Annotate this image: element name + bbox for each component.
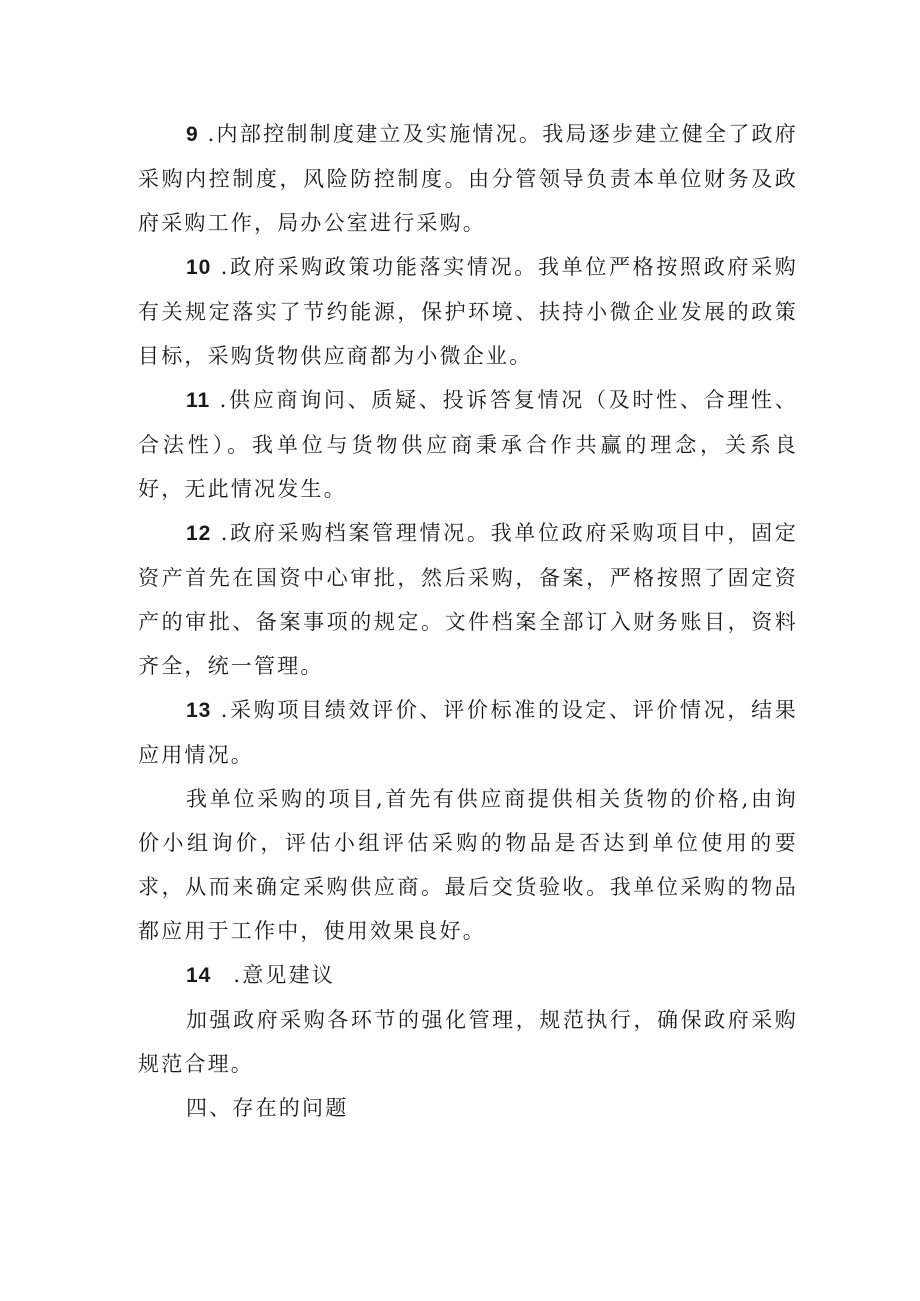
paragraph-text: 四、存在的问题 <box>186 1096 349 1120</box>
paragraph-text: .意见建议 <box>233 963 336 987</box>
paragraph-item-14 <box>138 953 798 998</box>
paragraph-text: .政府采购政策功能落实情况。我单位严格按照政府采购有关规定落实了节约能源，保护环境、扶持小微企业发展的政策目标，采购货物供应商都为小微企业。 <box>138 255 798 368</box>
paragraph-item-12 <box>138 511 798 688</box>
paragraph-item-13 <box>138 688 798 777</box>
paragraph-text: .采购项目绩效评价、评价标准的设定、评价情况，结果应用情况。 <box>138 698 798 767</box>
paragraph-text: 加强政府采购各环节的强化管理，规范执行，确保政府采购规范合理。 <box>138 1008 798 1076</box>
paragraph-text: .供应商询问、质疑、投诉答复情况（及时性、合理性、合法性）。我单位与货物供应商秉承合作共赢的理念，关系良好，无此情况发生。 <box>138 388 798 501</box>
item-number: 14 <box>186 964 212 987</box>
paragraph-suggestion-detail <box>138 998 798 1086</box>
paragraph-text: .政府采购档案管理情况。我单位政府采购项目中，固定资产首先在国资中心审批，然后采购，备案，严格按照了固定资产的审批、备案事项的规定。文件档案全部订入财务账目，资料齐全，统一管理。 <box>138 521 798 678</box>
item-number: 11 <box>186 389 211 412</box>
paragraph-text: 我单位采购的项目,首先有供应商提供相关货物的价格,由询价小组询价，评估小组评估采购的物品是否达到单位使用的要求，从而来确定采购供应商。最后交货验收。我单位采购的物品都应用于工作中，使用效果良好。 <box>138 787 798 943</box>
paragraph-text: .内部控制制度建立及实施情况。我局逐步建立健全了政府采购内控制度，风险防控制度。由分管领导负责本单位财务及政府采购工作，局办公室进行采购。 <box>138 122 798 235</box>
section-heading-problems <box>138 1086 798 1130</box>
paragraph-item-11 <box>138 378 798 511</box>
item-number: 9 <box>186 123 199 146</box>
item-number: 13 <box>186 699 212 722</box>
document-page <box>138 112 798 1130</box>
item-number: 12 <box>186 522 212 545</box>
item-number: 10 <box>186 256 212 279</box>
paragraph-evaluation-detail <box>138 777 798 953</box>
paragraph-item-10 <box>138 245 798 378</box>
paragraph-item-9 <box>138 112 798 245</box>
